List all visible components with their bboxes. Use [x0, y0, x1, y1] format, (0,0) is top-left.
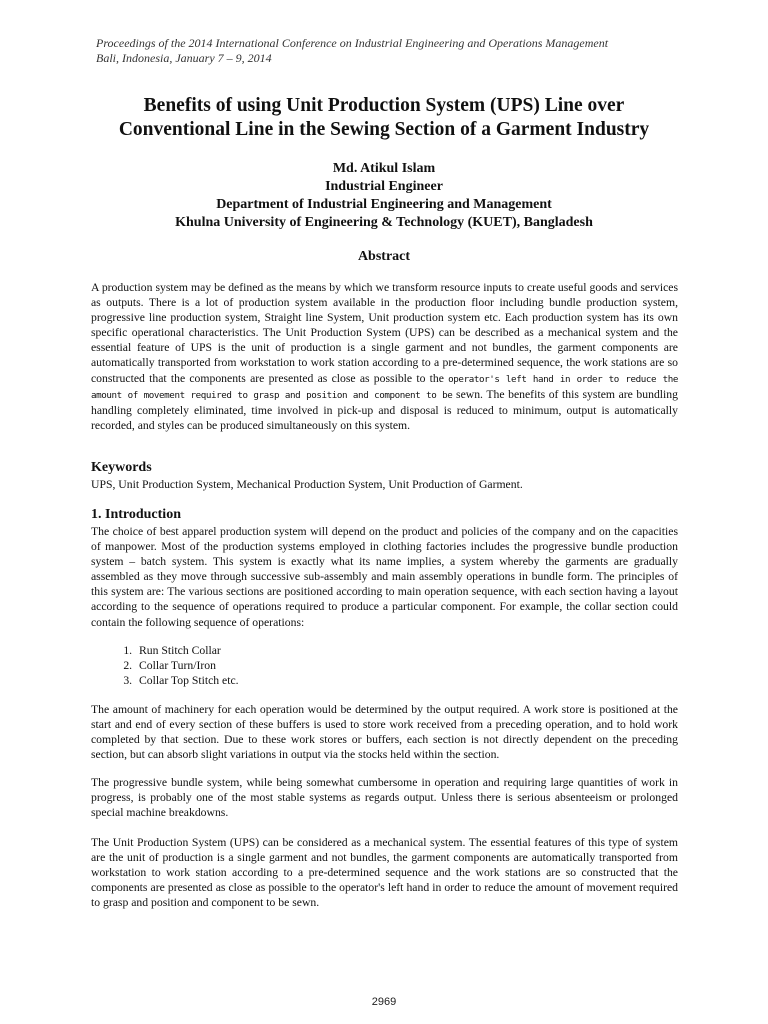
title-line-2: Conventional Line in the Sewing Section of a Garment Industry: [118, 119, 650, 140]
author-affiliation: Khulna University of Engineering & Technology (KUET), Bangladesh: [175, 215, 593, 230]
keywords-heading: Keywords: [91, 460, 152, 475]
page-number: 2969: [371, 996, 397, 1008]
operations-list: [110, 643, 239, 688]
introduction-heading: 1. Introduction: [91, 507, 181, 522]
operation-item: 3. Collar Top Stitch etc.: [135, 673, 239, 688]
introduction-paragraph-3: The progressive bundle system, while being somewhat cumbersome in operation and requiring large quantities of work in progress, is probably one of the most stable systems as regards output. Unless there is serious absenteeism or prolonged special machine breakdowns.: [91, 776, 678, 820]
proceedings-header: [96, 36, 696, 66]
author-block: [60, 160, 708, 232]
introduction-paragraph-4: The Unit Production System (UPS) can be considered as a mechanical system. The essential features of this type of system are the unit of production is a single garment and not bundles, the garment components are automatically transported from workstation to work station according to a pre-determined sequence and the work stations are so constructed that the components are presented as close as possible to the operator's left hand in order to reduce the amount of movement required to grasp and position and component to be sewn.: [91, 836, 678, 910]
operation-item: 1. Run Stitch Collar: [135, 643, 239, 658]
introduction-paragraph-2: The amount of machinery for each operation would be determined by the output required. A work store is positioned at the start and end of every section of these buffers is used to store work received from a preceding operation, and to hold work completed by that section. Due to these work stores or buffers, each section is not directly dependent on the preceding section, but can absorb slight variations in output via the stocks held within the section.: [91, 703, 678, 762]
abstract-text-part-c: sewn. The benefits of this system are bundling handling completely eliminated, time involved in pick-up and disposal is reduced to minimum, output is automatically recorded, and styles can be produced simultaneously on this system.: [91, 387, 678, 432]
abstract-text-part-b: operator's left hand in order to reduce the amount of movement required to grasp and position and component to be: [91, 373, 678, 401]
paper-title: [60, 94, 708, 142]
operation-item: 2. Collar Turn/Iron: [135, 658, 239, 673]
proceedings-line-1: Proceedings of the 2014 International Conference on Industrial Engineering and Operations Management: [96, 36, 609, 50]
proceedings-line-2: Bali, Indonesia, January 7 – 9, 2014: [96, 51, 272, 65]
author-department: Department of Industrial Engineering and Management: [216, 197, 552, 212]
abstract-heading: Abstract: [357, 249, 411, 264]
author-name: Md. Atikul Islam: [332, 161, 436, 176]
title-line-1: Benefits of using Unit Production System (UPS) Line over: [143, 95, 625, 116]
abstract-text: [91, 280, 678, 433]
introduction-paragraph-1: The choice of best apparel production system will depend on the product and policies of the company and on the capacities of manpower. Most of the production systems employed in clothing factories includes the progressive bundle production system – batch system. This system is exactly what its name implies, a system whereby the garments are gradually assembled as they move through successive sub-assembly and main assembly operations in bundle form. The principles of this system are: The various sections are positioned according to main operation sequence, with each section having a layout according to the sequence of operations required to produce a particular component. For example, the collar section could contain the following sequence of operations:: [91, 525, 678, 629]
author-role: Industrial Engineer: [325, 179, 443, 194]
keywords-text: UPS, Unit Production System, Mechanical Production System, Unit Production of Garment.: [91, 478, 523, 491]
abstract-text-part-a: A production system may be defined as the means by which we transform resource inputs to create useful goods and services as outputs. There is a lot of production system available in the production floor including bundle production system, progressive line production system, Straight line System, Unit production system etc. Each production system has its own specific operational characteristics. The Unit Production System (UPS) can be described as a mechanical system and the essential feature of UPS is the unit of production is a single garment and not bundles, the garment components are automatically transported from workstation to work station according to a pre-determined sequence, the work stations are so constructed that the components are presented as close as possible to the: [91, 281, 678, 385]
